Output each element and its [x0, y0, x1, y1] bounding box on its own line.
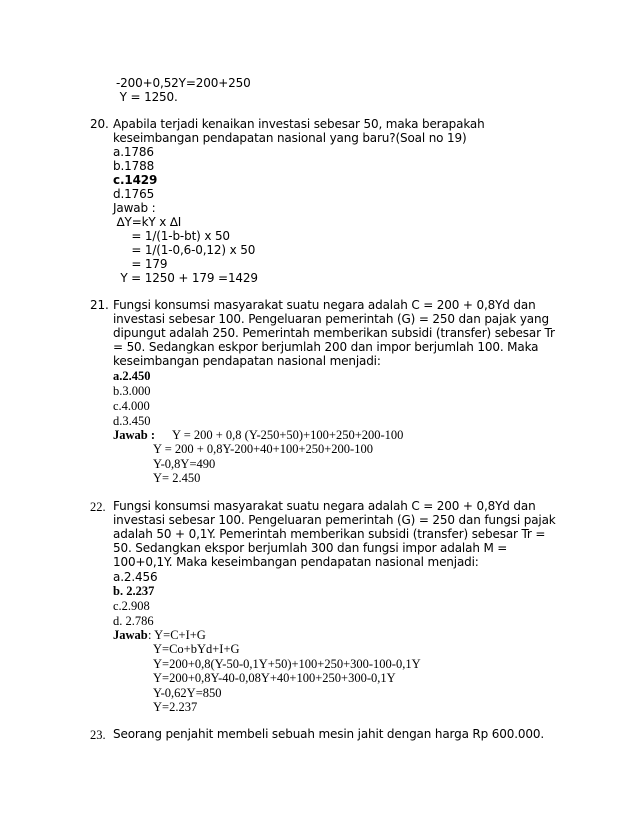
jawab-label: Jawab :	[113, 428, 156, 442]
work-line: Y = 200 + 0,8 (Y-250+50)+100+250+200-100	[172, 428, 404, 442]
option-d: d.3.450	[113, 414, 151, 428]
work-result: Y= 2.450	[153, 471, 201, 485]
question-21-text-3: dipungut adalah 250. Pemerintah memberikan subsidi (transfer) sebesar Tr	[113, 326, 555, 340]
work-line: Y-0,8Y=490	[153, 457, 216, 471]
option-a: a.2.456	[113, 570, 158, 584]
question-21-text-5: keseimbangan pendapatan nasional menjadi:	[113, 354, 381, 368]
jawab-label: Jawab	[113, 628, 148, 642]
question-22-text-3: adalah 50 + 0,1Y. Pemerintah memberikan subsidi (transfer) sebesar Tr =	[113, 527, 546, 541]
question-22-text-5: 100+0,1Y. Maka keseimbangan pendapatan nasional menjadi:	[113, 555, 479, 569]
question-23-text-1: Seorang penjahit membeli sebuah mesin jahit dengan harga Rp 600.000.	[113, 727, 544, 741]
question-number-21: 21.	[90, 298, 109, 312]
question-22-text-1: Fungsi konsumsi masyarakat suatu negara adalah C = 200 + 0,8Yd dan	[113, 499, 536, 513]
work-result: Y = 1250 + 179 =1429	[113, 271, 258, 285]
question-20-text-2: keseimbangan pendapatan nasional yang baru?(Soal no 19)	[113, 131, 467, 145]
option-a-correct: a.2.450	[113, 369, 151, 383]
option-b: b.1788	[113, 159, 155, 173]
equation-result: Y = 1250.	[116, 90, 178, 104]
work-line: Y-0,62Y=850	[153, 686, 222, 700]
option-c: c.4.000	[113, 399, 150, 413]
question-22-text-4: 50. Sedangkan ekspor berjumlah 300 dan fungsi impor adalah M =	[113, 541, 508, 555]
work-line: = 1/(1-0,6-0,12) x 50	[113, 243, 256, 257]
work-result: Y=2.237	[153, 700, 198, 714]
question-21-text-2: investasi sebesar 100. Pengeluaran pemerintah (G) = 250 dan pajak yang	[113, 312, 549, 326]
work-line: Y = 200 + 0,8Y-200+40+100+250+200-100	[153, 442, 373, 456]
question-22-text-2: investasi sebesar 100. Pengeluaran pemerintah (G) = 250 dan fungsi pajak	[113, 513, 556, 527]
option-b: b.3.000	[113, 384, 151, 398]
equation-line: -200+0,52Y=200+250	[116, 76, 251, 90]
option-c: c.2.908	[113, 599, 150, 613]
work-line: : Y=C+I+G	[148, 628, 206, 642]
question-20-text-1: Apabila terjadi kenaikan investasi sebesar 50, maka berapakah	[113, 117, 485, 131]
work-line: ∆Y=kY x ∆I	[113, 215, 182, 229]
option-a: a.1786	[113, 145, 154, 159]
question-number-23: 23.	[90, 728, 106, 742]
option-d: d. 2.786	[113, 614, 154, 628]
work-line: = 179	[113, 257, 168, 271]
option-c-correct: c.1429	[113, 173, 158, 187]
question-number-22: 22.	[90, 500, 106, 514]
work-line: = 1/(1-b-bt) x 50	[113, 229, 230, 243]
question-number-20: 20.	[90, 117, 109, 131]
option-b-correct: b. 2.237	[113, 584, 155, 598]
question-21-text-4: = 50. Sedangkan eskpor berjumlah 200 dan impor berjumlah 100. Maka	[113, 340, 539, 354]
question-21-text-1: Fungsi konsumsi masyarakat suatu negara adalah C = 200 + 0,8Yd dan	[113, 298, 536, 312]
option-d: d.1765	[113, 187, 155, 201]
work-line: Y=200+0,8Y-40-0,08Y+40+100+250+300-0,1Y	[153, 671, 396, 685]
jawab-label: Jawab :	[113, 201, 156, 215]
work-line: Y=Co+bYd+I+G	[153, 642, 240, 656]
work-line: Y=200+0,8(Y-50-0,1Y+50)+100+250+300-100-0,1Y	[153, 657, 421, 671]
